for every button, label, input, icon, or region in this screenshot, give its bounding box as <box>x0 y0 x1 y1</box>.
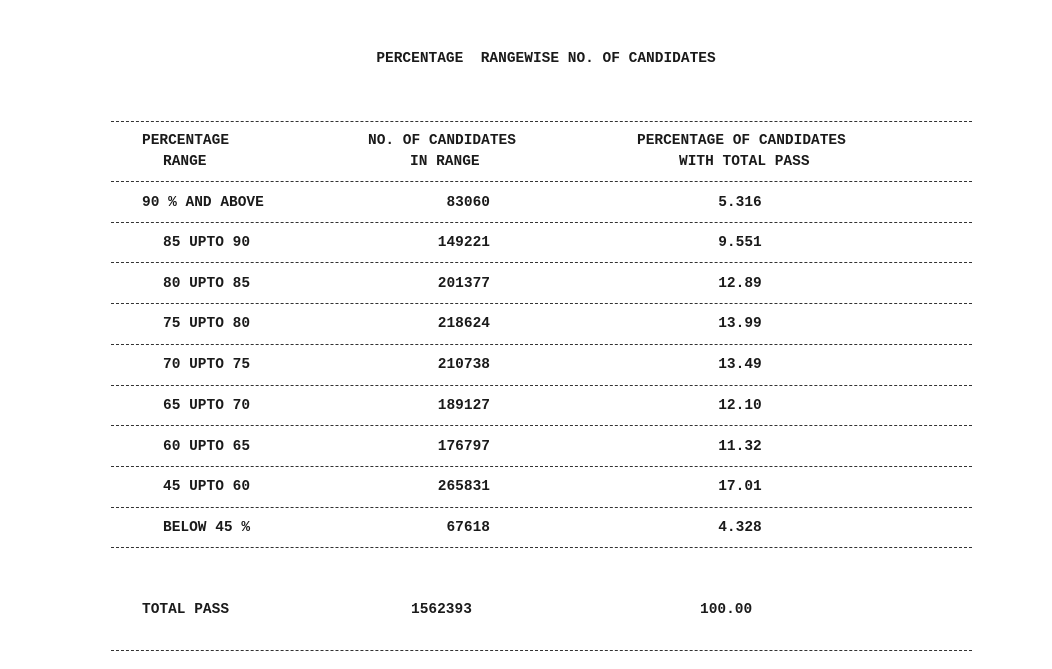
row-percentage: 17.01 <box>718 479 762 495</box>
header-pct-line1: PERCENTAGE OF CANDIDATES <box>637 133 846 149</box>
row-divider <box>111 425 972 426</box>
row-count: 67618 <box>446 520 490 536</box>
row-range: 80 UPTO 85 <box>163 276 251 292</box>
row-range: 85 UPTO 90 <box>163 235 251 251</box>
header-range-line1: PERCENTAGE <box>142 133 230 149</box>
header-range-line2: RANGE <box>163 154 207 170</box>
header-pct-line2: WITH TOTAL PASS <box>679 154 810 170</box>
row-percentage: 12.89 <box>718 276 762 292</box>
header-count-line1: NO. OF CANDIDATES <box>368 133 516 149</box>
report-title: PERCENTAGE RANGEWISE NO. OF CANDIDATES <box>376 51 716 67</box>
total-label: TOTAL PASS <box>142 602 230 618</box>
row-count: 189127 <box>437 398 490 414</box>
row-count: 201377 <box>437 276 490 292</box>
row-count: 265831 <box>437 479 490 495</box>
bottom-rule <box>111 650 972 651</box>
row-divider <box>111 222 972 223</box>
row-percentage: 9.551 <box>718 235 762 251</box>
row-range: 45 UPTO 60 <box>163 479 251 495</box>
header-count-line2: IN RANGE <box>410 154 480 170</box>
row-divider <box>111 303 972 304</box>
header-top-rule <box>111 121 972 122</box>
row-count: 218624 <box>437 316 490 332</box>
row-range: 60 UPTO 65 <box>163 439 251 455</box>
row-divider <box>111 507 972 508</box>
row-range: 90 % AND ABOVE <box>142 195 264 211</box>
row-divider <box>111 344 972 345</box>
row-percentage: 12.10 <box>718 398 762 414</box>
row-divider <box>111 385 972 386</box>
row-range: 65 UPTO 70 <box>163 398 251 414</box>
total-count: 1562393 <box>411 602 472 618</box>
row-divider <box>111 547 972 548</box>
row-range: 75 UPTO 80 <box>163 316 251 332</box>
row-count: 149221 <box>437 235 490 251</box>
header-bottom-rule <box>111 181 972 182</box>
row-count: 210738 <box>437 357 490 373</box>
row-divider <box>111 262 972 263</box>
row-percentage: 11.32 <box>718 439 762 455</box>
row-percentage: 4.328 <box>718 520 762 536</box>
row-percentage: 13.99 <box>718 316 762 332</box>
row-percentage: 13.49 <box>718 357 762 373</box>
row-divider <box>111 466 972 467</box>
total-percentage: 100.00 <box>700 602 753 618</box>
row-percentage: 5.316 <box>718 195 762 211</box>
row-count: 176797 <box>437 439 490 455</box>
row-count: 83060 <box>446 195 490 211</box>
row-range: BELOW 45 % <box>163 520 251 536</box>
row-range: 70 UPTO 75 <box>163 357 251 373</box>
